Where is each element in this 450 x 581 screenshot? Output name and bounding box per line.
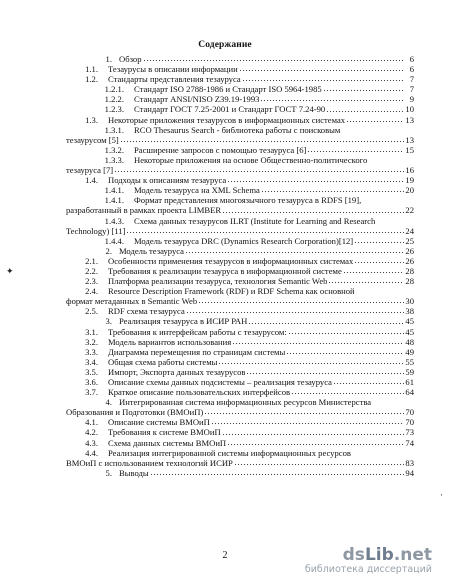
toc-entry[interactable]: [66, 64, 414, 74]
toc-entry[interactable]: [66, 347, 414, 357]
toc-entry[interactable]: [66, 316, 414, 326]
toc-entry-page: 10: [405, 104, 414, 115]
toc-leader-dots: [346, 115, 404, 123]
toc-leader-dots: [288, 327, 405, 335]
toc-entry-title-continued: Technology) [11]: [66, 225, 126, 236]
toc-entry-title: Платформа реализации тезауруса, технология Semantic Web: [108, 276, 328, 287]
toc-entry-page: 7: [409, 84, 414, 95]
toc-leader-dots: [291, 387, 404, 395]
toc-entry[interactable]: [66, 337, 414, 347]
toc-entry-page: 64: [405, 387, 414, 398]
toc-entry[interactable]: [66, 74, 414, 84]
toc-entry[interactable]: [66, 125, 414, 145]
toc-entry-title: Стандарты представления тезауруса: [108, 74, 241, 85]
toc-entry-title-continued: разработанный в рамках проекта LIMBER: [66, 205, 222, 216]
toc-leader-dots: [286, 347, 404, 355]
toc-entry[interactable]: [66, 276, 414, 286]
toc-entry-number: 2.3.: [85, 276, 98, 287]
toc-entry-title: Стандарт ГОСТ 7.25-2001 и Стандарт ГОСТ 7.24-90: [134, 104, 326, 115]
page-number: 2: [222, 550, 228, 561]
toc-entry-title: Модель тезауруса на XML Schema: [134, 185, 260, 196]
toc-entry-title: Требования к интерфейсам работы с тезаурусом:: [108, 326, 287, 337]
toc-entry-page: 28: [405, 265, 414, 276]
toc-entry-number: 4.2.: [85, 427, 98, 438]
toc-leader-dots: [222, 206, 404, 214]
toc-leader-dots: [218, 357, 404, 365]
toc-entry-number: 4.1.: [85, 417, 98, 428]
toc-entry-number: 4.3.: [85, 437, 98, 448]
toc-entry-title: Краткое описание пользовательских интерфейсов: [108, 387, 291, 398]
toc-entry[interactable]: [66, 417, 414, 427]
toc-entry-title: Resource Description Framework (RDF) и RDF Schema как основной: [108, 286, 355, 297]
toc-entry-page: 38: [405, 306, 414, 317]
toc-entry-title: Импорт, Экспорта данных тезаурусов: [108, 366, 246, 377]
toc-leader-dots: [248, 317, 404, 325]
toc-leader-dots: [234, 458, 405, 466]
toc-entry[interactable]: [66, 327, 414, 337]
toc-entry-page: 74: [405, 437, 414, 448]
toc-leader-dots: [232, 337, 404, 345]
toc-entry-page: 24: [405, 225, 414, 236]
toc-entry[interactable]: [66, 84, 414, 94]
toc-leader-dots: [198, 296, 404, 304]
toc-entry-title: Интегрированная система информационных ресурсов Министерства: [119, 397, 372, 408]
toc-entry-page: 30: [405, 296, 414, 307]
toc-entry-title: Реализация интегрированной системы информационных ресурсов: [108, 447, 351, 458]
toc-entry-page: 94: [405, 467, 414, 478]
margin-mark: ·: [440, 490, 443, 500]
toc-entry[interactable]: [66, 145, 414, 155]
toc-entry-page: 73: [405, 427, 414, 438]
toc-entry-title: Общая схема работы системы: [108, 356, 218, 367]
toc-leader-dots: [323, 84, 405, 92]
toc-entry-title-continued: тезауруса [7]: [66, 165, 114, 176]
toc-entry-page: 59: [405, 366, 414, 377]
toc-entry-number: 3.4.: [85, 356, 98, 367]
toc-leader-dots: [143, 54, 405, 62]
toc-entry-title: Схема данных тезаурусов ILRT (Institute for Learning and Research: [134, 215, 376, 226]
toc-entry-title: Стандарт ANSI/NISO Z39.19-1993: [134, 94, 260, 105]
toc-entry[interactable]: [66, 367, 414, 377]
toc-entry-number: 3.3.: [85, 346, 98, 357]
toc-entry-page: 13: [405, 114, 414, 125]
toc-entry-title: Выводы: [119, 467, 149, 478]
toc-entry-number: 2.: [105, 245, 112, 256]
toc-entry-page: 15: [405, 144, 414, 155]
toc-entry[interactable]: [66, 195, 414, 215]
toc-entry-number: 2.2.: [85, 265, 98, 276]
toc-leader-dots: [246, 367, 404, 375]
toc-entry-number: 1.2.: [85, 74, 98, 85]
toc-entry-page: 45: [405, 326, 414, 337]
toc-entry[interactable]: [66, 306, 414, 316]
toc-leader-dots: [354, 256, 404, 264]
toc-entry[interactable]: [66, 246, 414, 256]
toc-entry-number: 1.2.3.: [104, 104, 124, 115]
toc-entry[interactable]: [66, 427, 414, 437]
toc-entry-title: Требования к системе ВМОиП: [108, 427, 221, 438]
toc-leader-dots: [227, 175, 404, 183]
toc-entry-title: Модель тезауруса DRC (Dynamics Research Corporation)[12]: [134, 235, 354, 246]
toc-entry-page: 70: [405, 407, 414, 418]
toc-entry-number: 1.4.1.: [104, 195, 124, 206]
toc-leader-dots: [150, 468, 405, 476]
toc-entry-page: 7: [409, 74, 414, 85]
toc-entry-number: 1.3.1.: [104, 124, 124, 135]
toc-entry-number: 4.: [105, 397, 112, 408]
watermark-logo: [305, 546, 432, 564]
toc-leader-dots: [242, 74, 405, 82]
toc-entry-title: Стандарт ISO 2788-1986 и Стандарт ISO 5964-1985: [134, 84, 322, 95]
toc-entry[interactable]: [66, 175, 414, 185]
toc-entry-title: Некоторые приложения тезаурусов в информационных системах: [108, 114, 346, 125]
toc-entry[interactable]: [66, 468, 414, 478]
toc-entry[interactable]: [66, 185, 414, 195]
toc-entry-number: 2.1.: [85, 255, 98, 266]
toc-entry-title: Некоторые приложения на основе Общественно-политического: [134, 154, 368, 165]
toc-entry-number: 1.4.: [85, 175, 98, 186]
toc-entry-page: 16: [405, 165, 414, 176]
toc-entry[interactable]: [66, 155, 414, 175]
toc-entry-number: 1.1.: [85, 64, 98, 75]
toc-entry-title: Обзор: [119, 54, 142, 64]
toc-leader-dots: [261, 185, 405, 193]
toc-entry[interactable]: [66, 256, 414, 266]
toc-leader-dots: [354, 236, 404, 244]
toc-leader-dots: [326, 105, 404, 113]
toc-entry-title: Реализация тезауруса в ИСИР РАН: [119, 316, 248, 327]
page-title: Содержание: [198, 40, 252, 50]
toc-entry-number: 3.2.: [85, 336, 98, 347]
toc-leader-dots: [211, 417, 405, 425]
watermark-name: Lib: [364, 545, 394, 565]
toc-entry-title: Формат представления многоязычного тезауруса в RDFS [19],: [134, 195, 362, 206]
watermark: [305, 546, 432, 575]
toc-entry[interactable]: [66, 104, 414, 114]
toc-entry-page: 20: [405, 185, 414, 196]
toc-entry[interactable]: [66, 236, 414, 246]
toc-leader-dots: [120, 135, 405, 143]
watermark-prefix: ds: [342, 545, 365, 565]
toc-entry-page: 6: [409, 54, 414, 64]
toc-entry-number: 1.2.2.: [104, 94, 124, 105]
toc-entry-number: 3.5.: [85, 366, 98, 377]
toc-entry-title: Особенности применения тезаурусов в информационных системах: [108, 255, 354, 266]
toc-entry-title: Расширение запросов с помощью тезауруса [6]: [134, 144, 307, 155]
toc-entry-title: RDF схема тезауруса: [108, 306, 185, 317]
toc-entry[interactable]: [66, 286, 414, 306]
toc-entry-page: 19: [405, 175, 414, 186]
toc-leader-dots: [186, 306, 405, 314]
toc-entry-number: 5.: [105, 467, 112, 478]
toc-entry[interactable]: [66, 115, 414, 125]
toc-entry-number: 1.4.4.: [104, 235, 124, 246]
watermark-subtitle: библиотека диссертаций: [304, 564, 432, 575]
toc-entry[interactable]: [66, 54, 414, 64]
toc-entry-page: 49: [405, 346, 414, 357]
toc-entry-page: 48: [405, 336, 414, 347]
toc-entry-number: 3.1.: [85, 326, 98, 337]
toc-entry-number: 1.4.3.: [104, 215, 124, 226]
toc-entry-page: 13: [405, 134, 414, 145]
toc-leader-dots: [239, 64, 405, 72]
toc-leader-dots: [185, 246, 404, 254]
toc-entry-title: Требования к реализации тезауруса в информационной системе: [108, 265, 342, 276]
toc-entry-number: 1.: [105, 54, 112, 64]
watermark-suffix: .net: [393, 545, 432, 565]
toc-entry-number: 1.4.1.: [104, 185, 124, 196]
toc-entry-page: 22: [405, 205, 414, 216]
toc-entry[interactable]: [66, 357, 414, 367]
toc-leader-dots: [328, 276, 404, 284]
toc-leader-dots: [260, 94, 405, 102]
toc-entry-page: 45: [405, 316, 414, 327]
toc-entry-page: 26: [405, 255, 414, 266]
toc-leader-dots: [307, 145, 404, 153]
toc-leader-dots: [222, 428, 405, 436]
toc-leader-dots: [227, 438, 404, 446]
toc-entry[interactable]: [66, 448, 414, 468]
toc-entry-title: Описание схемы данных подсистемы – реализация тезауруса: [108, 377, 332, 387]
toc-entry-page: 26: [405, 245, 414, 256]
toc-entry-page: 83: [405, 457, 414, 468]
toc-entry-number: 3.: [105, 316, 112, 327]
toc-entry-page: 55: [405, 356, 414, 367]
toc-entry-title: Диаграмма перемещения по страницам системы: [108, 346, 286, 357]
margin-mark: ✦: [6, 266, 14, 276]
toc-entry-page: 9: [409, 94, 414, 105]
toc-entry-number: 1.3.3.: [104, 154, 124, 165]
toc-entry[interactable]: [66, 266, 414, 276]
toc-entry-number: 3.6.: [85, 377, 98, 387]
toc-entry-title: Описание системы ВМОиП: [108, 417, 210, 428]
toc-entry-number: 2.4.: [85, 286, 98, 297]
toc-entry-number: 4.4.: [85, 447, 98, 458]
toc-entry[interactable]: [66, 377, 414, 387]
toc-leader-dots: [343, 266, 405, 274]
toc-entry[interactable]: [66, 397, 414, 417]
toc-entry-page: 28: [405, 276, 414, 287]
toc-entry-number: 2.5.: [85, 306, 98, 317]
toc-entry-title: RCO Thesaurus Search - библиотека работы с поисковым: [134, 124, 341, 135]
toc-entry-title-continued: ВМОиП с использованием технологий ИСИР: [66, 457, 233, 468]
toc-entry[interactable]: [66, 438, 414, 448]
toc-entry[interactable]: [66, 94, 414, 104]
toc-entry-number: 1.3.: [85, 114, 98, 125]
toc-leader-dots: [114, 165, 404, 173]
toc-entry-title: Подходы к описаниям тезауруса: [108, 175, 227, 186]
toc-leader-dots: [333, 377, 404, 385]
toc-leader-dots: [126, 226, 404, 234]
toc-entry-number: 3.7.: [85, 387, 98, 398]
toc-entry-title-continued: Образования и Подготовки (ВМОиП): [66, 407, 204, 418]
toc-entry-page: 6: [409, 64, 414, 75]
toc-entry[interactable]: [66, 216, 414, 236]
toc-entry-page: 25: [405, 235, 414, 246]
toc-entry-page: 61: [405, 377, 414, 387]
toc-entry-title: Модель тезауруса: [119, 245, 184, 256]
toc-entry-title: Модель вариантов использования: [108, 336, 232, 347]
table-of-contents: [66, 54, 414, 478]
toc-entry-title: Схема данных системы ВМОиП: [108, 437, 227, 448]
toc-entry-number: 1.3.2.: [104, 144, 124, 155]
toc-entry-title-continued: формат метаданных в Semantic Web: [66, 296, 198, 307]
toc-entry-page: 70: [405, 417, 414, 428]
toc-entry-title: Тезаурусы в описании информации: [108, 64, 238, 75]
toc-leader-dots: [204, 407, 404, 415]
toc-entry-number: 1.2.1.: [104, 84, 124, 95]
toc-entry-title-continued: тезаурусом [5]: [66, 134, 119, 145]
toc-entry[interactable]: [66, 387, 414, 397]
